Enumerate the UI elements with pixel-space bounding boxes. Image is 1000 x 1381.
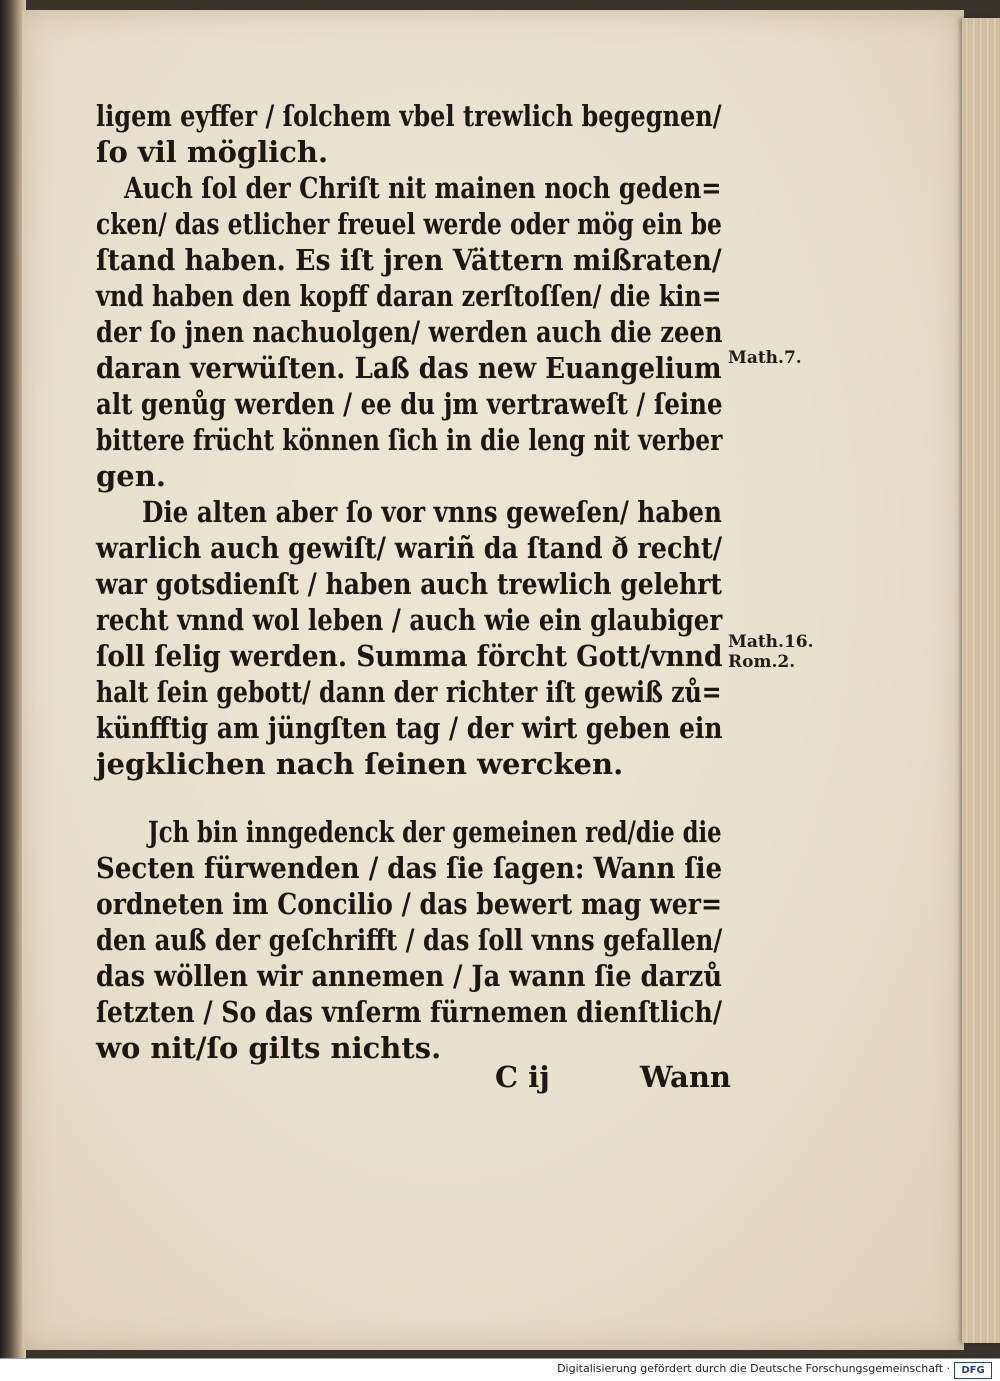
page-fore-edge [962,18,1000,1343]
credit-text: Digitalisierung gefördert durch die Deutsche Forschungsgemeinschaft · [557,1362,950,1375]
text-line: ſo vil möglich. [96,135,329,169]
margin-note: Math.7. [728,348,802,368]
text-line: jegklichen nach ſeinen wercken. [96,747,624,781]
text-line: Jch bin inngedenck der gemeinen red/die die [148,815,722,849]
text-line: warlich auch gewiſt/ wariñ da ſtand ð recht/ [96,531,723,565]
text-line: alt genůg werden / ee du jm vertraweſt / ſeine [96,387,723,421]
text-line: Die alten aber ſo vor vnns geweſen/ haben [142,495,722,529]
credit-bar [0,1358,1000,1381]
margin-note: Rom.2. [728,652,796,672]
margin-note: Math.16. [728,632,814,652]
text-line: ſetzten / So das vnſerm fürnemen dienſtlich/ [96,995,723,1029]
text-line: ordneten im Concilio / das bewert mag wer= [96,887,722,921]
text-line: gen. [96,459,166,493]
text-line: das wöllen wir annemen / Ja wann ſie darzů [96,959,723,993]
text-line: künfftig am jüngſten tag / der wirt geben ein [96,711,723,745]
text-line: ſtand haben. Es iſt jren Vättern mißraten/ [96,243,722,277]
text-line: vnd haben den kopff daran zerſtoſſen/ die kin= [96,279,722,313]
signature-mark: C ij [495,1060,550,1094]
text-line: wo nit/ſo gilts nichts. [96,1031,442,1065]
text-line: ligem eyffer / ſolchem vbel trewlich begegnen/ [96,99,722,133]
text-line: war gotsdienſt / haben auch trewlich gelehrt [96,567,722,601]
text-line: Auch ſol der Chriſt nit mainen noch geden= [124,171,722,205]
dfg-logo: DFG [954,1362,992,1379]
text-line: Secten fürwenden / das ſie ſagen: Wann ſie [96,851,723,885]
text-line: halt ſein gebott/ dann der richter iſt gewiß zů= [96,675,722,709]
text-line: den auß der geſchrifft / das ſoll vnns gefallen/ [96,923,723,957]
text-line: cken/ das etlicher freuel werde oder mög ein be [96,207,722,241]
catchword: Wann [640,1060,732,1094]
text-line: der ſo jnen nachuolgen/ werden auch die zeen [96,315,723,349]
text-line: bittere frücht können ſich in die leng nit verber [96,423,723,457]
text-line: recht vnnd wol leben / auch wie ein glaubiger [96,603,723,637]
text-line: daran verwüſten. Laß das new Euangelium [96,351,722,385]
text-line: ſoll ſelig werden. Summa förcht Gott/vnnd [96,639,723,673]
